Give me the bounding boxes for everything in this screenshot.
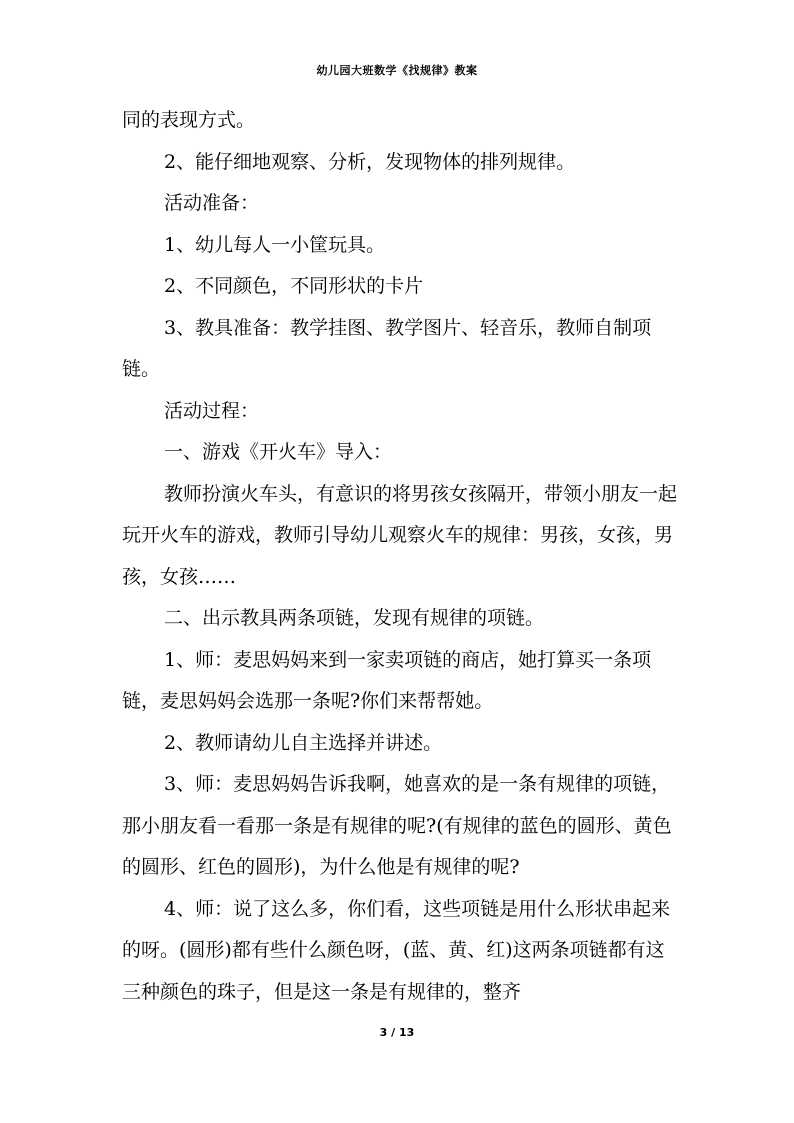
paragraph: 2、不同颜色，不同形状的卡片 (164, 275, 424, 297)
paragraph: 4、师：说了这么多，你们看，这些项链是用什么形状串起来的呀。(圆形)都有些什么颜色呀，(蓝、黄、红)这两条项链都有这三种颜色的珠子，但是这一条是有规律的，整齐 (122, 897, 671, 1003)
paragraph: 2、教师请幼儿自主选择并讲述。 (164, 731, 443, 754)
section-heading: 活动过程： (164, 399, 260, 422)
section-heading: 二、出示教具两条项链，发现有规律的项链。 (164, 607, 545, 629)
document-body (122, 100, 678, 1013)
paragraph: 2、能仔细地观察、分析，发现物体的排列规律。 (164, 150, 576, 173)
page-header-title: 幼儿园大班数学《找规律》教案 (316, 64, 478, 77)
paragraph: 1、幼儿每人一小筐玩具。 (164, 233, 386, 256)
paragraph: 同的表现方式。 (122, 109, 256, 131)
paragraph: 3、师：麦思妈妈告诉我啊，她喜欢的是一条有规律的项链，那小朋友看一看那一条是有规律的呢?(有规律的蓝色的圆形、黄色的圆形、红色的圆形)，为什么他是有规律的呢? (122, 773, 672, 878)
page-number: 3 / 13 (379, 1026, 415, 1039)
paragraph: 3、教具准备：教学挂图、教学图片、轻音乐，教师自制项链。 (122, 316, 652, 380)
paragraph: 1、师：麦思妈妈来到一家卖项链的商店，她打算买一条项链，麦思妈妈会选那一条呢?你们来帮帮她。 (122, 648, 652, 712)
section-heading: 活动准备： (164, 192, 260, 214)
paragraph: 教师扮演火车头，有意识的将男孩女孩隔开，带领小朋友一起玩开火车的游戏，教师引导幼儿观察火车的规律：男孩，女孩，男孩，女孩…… (122, 482, 678, 588)
section-heading: 一、游戏《开火车》导入： (164, 441, 393, 463)
